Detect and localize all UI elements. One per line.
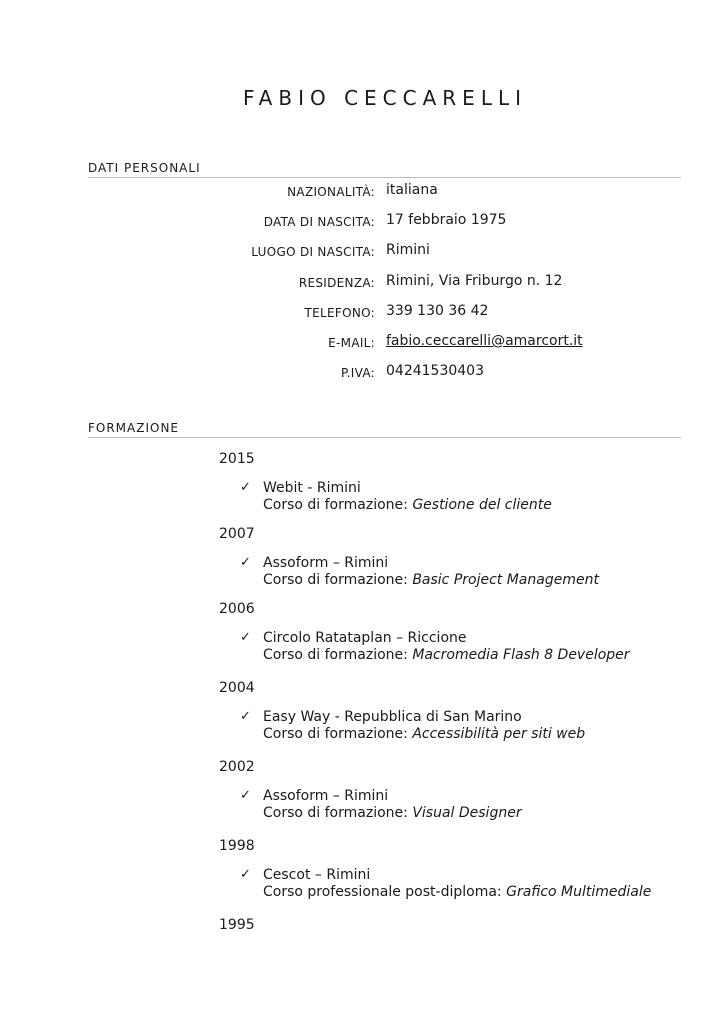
education-entry [0,480,724,516]
info-value: 04241530403 [386,363,484,379]
entry-title: Cescot – Rimini [263,867,371,883]
entry-description [263,726,585,742]
entry-course: Grafico Multimediale [506,884,652,900]
checkmark-icon: ✓ [240,788,251,803]
info-value: 17 febbraio 1975 [386,212,507,228]
entry-course: Accessibilità per siti web [412,726,586,742]
section-divider-personal [88,177,681,178]
entry-description [263,572,599,588]
entry-course: Visual Designer [412,805,522,821]
entry-title: Easy Way - Repubblica di San Marino [263,709,522,725]
education-entry [0,709,724,745]
info-row-nationality [0,182,724,202]
section-divider-education [88,437,681,438]
entry-description [263,884,651,900]
checkmark-icon: ✓ [240,480,251,495]
info-label: DATA DI NASCITA: [263,215,375,229]
info-label: E-MAIL: [328,336,375,350]
info-row-birth-date [0,212,724,232]
section-title-education: FORMAZIONE [88,421,180,435]
education-year: 2007 [219,526,255,542]
email-link[interactable]: fabio.ceccarelli@amarcort.it [386,333,583,349]
education-year: 2004 [219,680,255,696]
entry-course: Basic Project Management [412,572,599,588]
info-row-phone [0,303,724,323]
education-year: 1998 [219,838,255,854]
page-title: FABIO CECCARELLI [243,86,527,110]
education-year: 2006 [219,601,255,617]
entry-prefix: Corso di formazione: [263,497,413,513]
info-label: TELEFONO: [304,306,375,320]
entry-title: Assoform – Rimini [263,788,389,804]
checkmark-icon: ✓ [240,867,251,882]
entry-title: Webit - Rimini [263,480,361,496]
education-year: 2015 [219,451,255,467]
info-row-email [0,333,724,353]
info-row-vat [0,363,724,383]
entry-description [263,497,552,513]
entry-prefix: Corso di formazione: [263,647,413,663]
info-label: RESIDENZA: [298,276,375,290]
info-value: italiana [386,182,438,198]
checkmark-icon: ✓ [240,555,251,570]
entry-prefix: Corso di formazione: [263,726,413,742]
entry-prefix: Corso professionale post-diploma: [263,884,507,900]
education-entry [0,788,724,824]
info-row-residence [0,273,724,293]
checkmark-icon: ✓ [240,709,251,724]
info-value: 339 130 36 42 [386,303,489,319]
info-label: P.IVA: [340,366,375,380]
education-entry [0,630,724,666]
entry-prefix: Corso di formazione: [263,572,413,588]
entry-course: Gestione del cliente [412,497,552,513]
info-value: Rimini [386,242,430,258]
entry-prefix: Corso di formazione: [263,805,413,821]
entry-description [263,647,630,663]
checkmark-icon: ✓ [240,630,251,645]
entry-title: Circolo Ratataplan – Riccione [263,630,467,646]
entry-description [263,805,522,821]
education-year: 2002 [219,759,255,775]
entry-title: Assoform – Rimini [263,555,389,571]
info-label: LUOGO DI NASCITA: [251,245,375,259]
info-value: Rimini, Via Friburgo n. 12 [386,273,563,289]
entry-course: Macromedia Flash 8 Developer [412,647,630,663]
education-year: 1995 [219,917,255,933]
education-entry [0,555,724,591]
info-row-birth-place [0,242,724,262]
info-label: NAZIONALITÀ: [287,185,375,199]
section-title-personal: DATI PERSONALI [88,161,201,175]
education-entry [0,867,724,903]
